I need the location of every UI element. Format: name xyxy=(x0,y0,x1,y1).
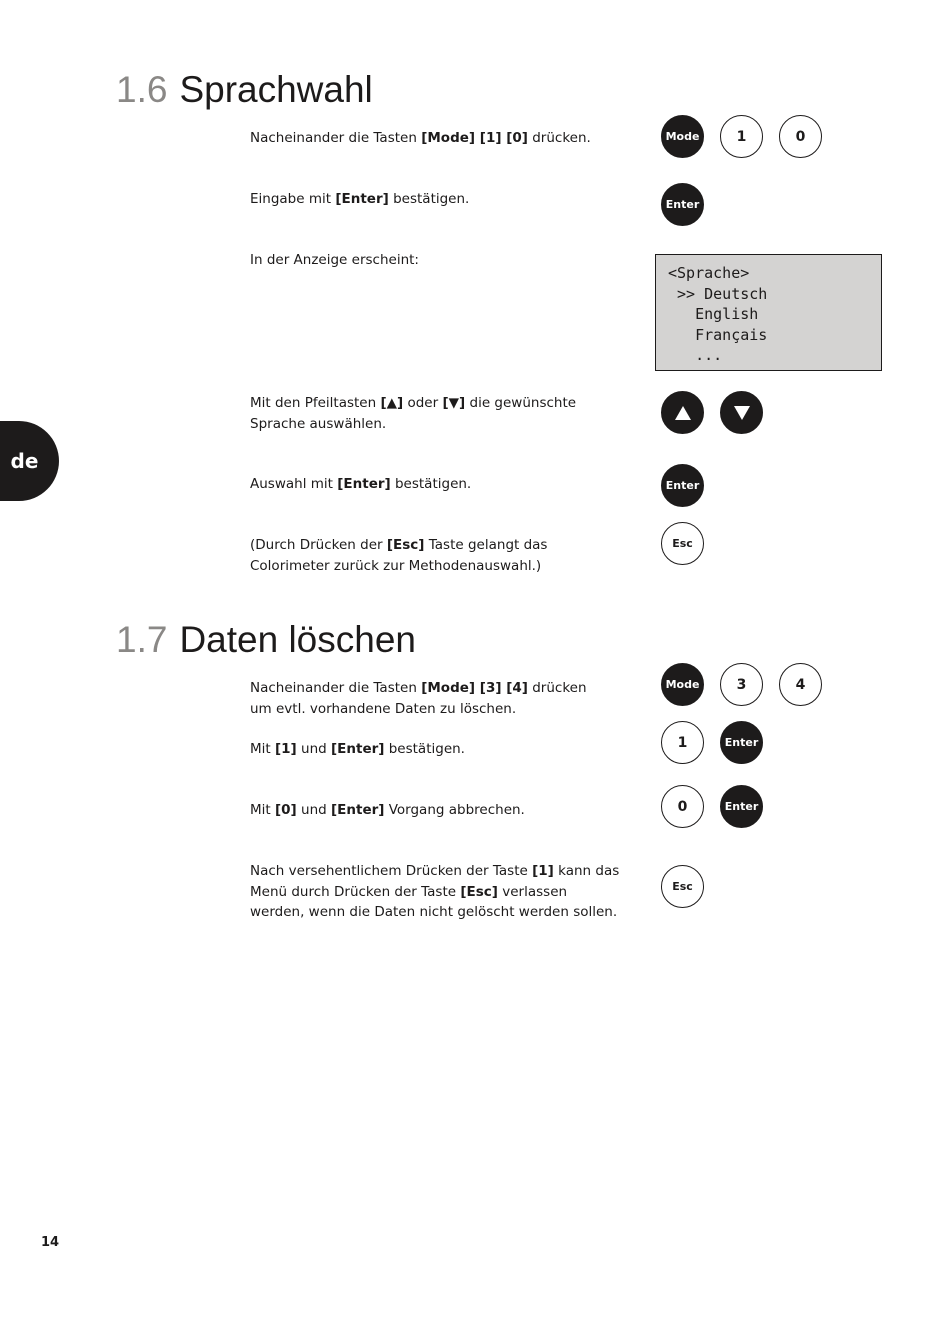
lcd-line: English xyxy=(668,305,759,323)
text-run: In der Anzeige erscheint: xyxy=(250,252,419,268)
page-number: 14 xyxy=(41,1235,60,1250)
text-run: (Durch Drücken der xyxy=(250,537,387,553)
key-reference: [1] xyxy=(532,863,554,879)
language-tab xyxy=(0,421,59,501)
section-1-6-heading xyxy=(116,70,373,110)
enter-key[interactable]: Enter xyxy=(661,464,704,507)
section-1-6-title: Sprachwahl xyxy=(179,69,373,110)
key-reference: [Esc] xyxy=(386,537,425,553)
text-run: Eingabe mit xyxy=(250,191,336,207)
text-run: bestätigen. xyxy=(388,191,470,207)
step-text xyxy=(250,861,620,923)
key-reference: [Mode] [1] [0] xyxy=(421,130,528,146)
step-text xyxy=(250,128,630,149)
section-1-7-number: 1.7 xyxy=(116,619,168,660)
key-reference: [0] xyxy=(274,802,297,818)
mode-key[interactable]: Mode xyxy=(661,663,704,706)
esc-key[interactable]: Esc xyxy=(661,522,704,565)
text-run: um evtl. vorhandene Daten zu löschen. xyxy=(250,700,517,717)
key-reference: [▼] xyxy=(442,395,466,411)
step-text xyxy=(250,189,630,210)
section-1-7-heading xyxy=(116,620,416,660)
step-text xyxy=(250,800,630,821)
key-4[interactable]: 4 xyxy=(779,663,822,706)
step-text xyxy=(250,393,630,434)
key-0[interactable]: 0 xyxy=(779,115,822,158)
text-run: die gewünschte Sprache auswählen. xyxy=(250,395,577,432)
key-reference: [1] xyxy=(274,741,297,757)
enter-key[interactable]: Enter xyxy=(720,721,763,764)
step-text xyxy=(250,739,630,760)
key-3[interactable]: 3 xyxy=(720,663,763,706)
text-run: Nach versehentlichem Drücken der Taste xyxy=(250,863,533,879)
text-run: drücken xyxy=(527,680,587,696)
key-1[interactable]: 1 xyxy=(661,721,704,764)
key-reference: [Esc] xyxy=(460,883,498,900)
key-reference: [Enter] xyxy=(330,802,385,818)
down-arrow-icon xyxy=(733,405,751,421)
lcd-line: ... xyxy=(668,346,723,364)
key-reference: [▲] xyxy=(380,395,404,411)
text-run: bestätigen. xyxy=(390,476,472,492)
language-tab-label: de xyxy=(10,449,39,473)
text-run: verlassen werden, wenn die Daten nicht gelöscht werden sollen. xyxy=(250,883,618,920)
text-run: kann das Menü durch Drücken der Taste xyxy=(250,863,620,900)
text-run: bestätigen. xyxy=(384,741,465,757)
key-reference: [Enter] xyxy=(337,476,391,492)
text-run: und xyxy=(296,741,331,757)
text-run: Auswahl mit xyxy=(250,476,338,492)
lcd-line: Français xyxy=(668,325,768,344)
section-1-6-number: 1.6 xyxy=(116,69,168,110)
lcd-display xyxy=(655,254,882,371)
step-text xyxy=(250,250,630,271)
text-run: oder xyxy=(403,395,443,411)
section-1-7-title: Daten löschen xyxy=(179,619,416,660)
step-text xyxy=(250,535,610,576)
text-run: und xyxy=(296,802,331,818)
text-run: Vorgang abbrechen. xyxy=(384,802,525,818)
text-run: Nacheinander die Tasten xyxy=(250,130,422,146)
text-run: drücken. xyxy=(527,130,591,146)
text-run: Mit xyxy=(250,741,275,757)
key-reference: [Enter] xyxy=(330,741,385,757)
step-text xyxy=(250,678,630,719)
esc-key[interactable]: Esc xyxy=(661,865,704,908)
text-run: Nacheinander die Tasten xyxy=(250,680,422,696)
text-run: Mit den Pfeiltasten xyxy=(250,395,381,411)
key-reference: [Enter] xyxy=(335,191,389,207)
lcd-line: >> Deutsch xyxy=(668,284,768,303)
text-run: Mit xyxy=(250,802,275,818)
key-0[interactable]: 0 xyxy=(661,785,704,828)
mode-key[interactable]: Mode xyxy=(661,115,704,158)
up-arrow-key[interactable] xyxy=(661,391,704,434)
lcd-line: <Sprache> xyxy=(668,264,750,282)
key-1[interactable]: 1 xyxy=(720,115,763,158)
key-reference: [Mode] [3] [4] xyxy=(421,680,528,696)
enter-key[interactable]: Enter xyxy=(661,183,704,226)
up-arrow-icon xyxy=(674,405,692,421)
down-arrow-key[interactable] xyxy=(720,391,763,434)
text-run: Taste gelangt das Colorimeter zurück zur Methodenauswahl.) xyxy=(250,537,548,574)
enter-key[interactable]: Enter xyxy=(720,785,763,828)
step-text xyxy=(250,474,630,495)
